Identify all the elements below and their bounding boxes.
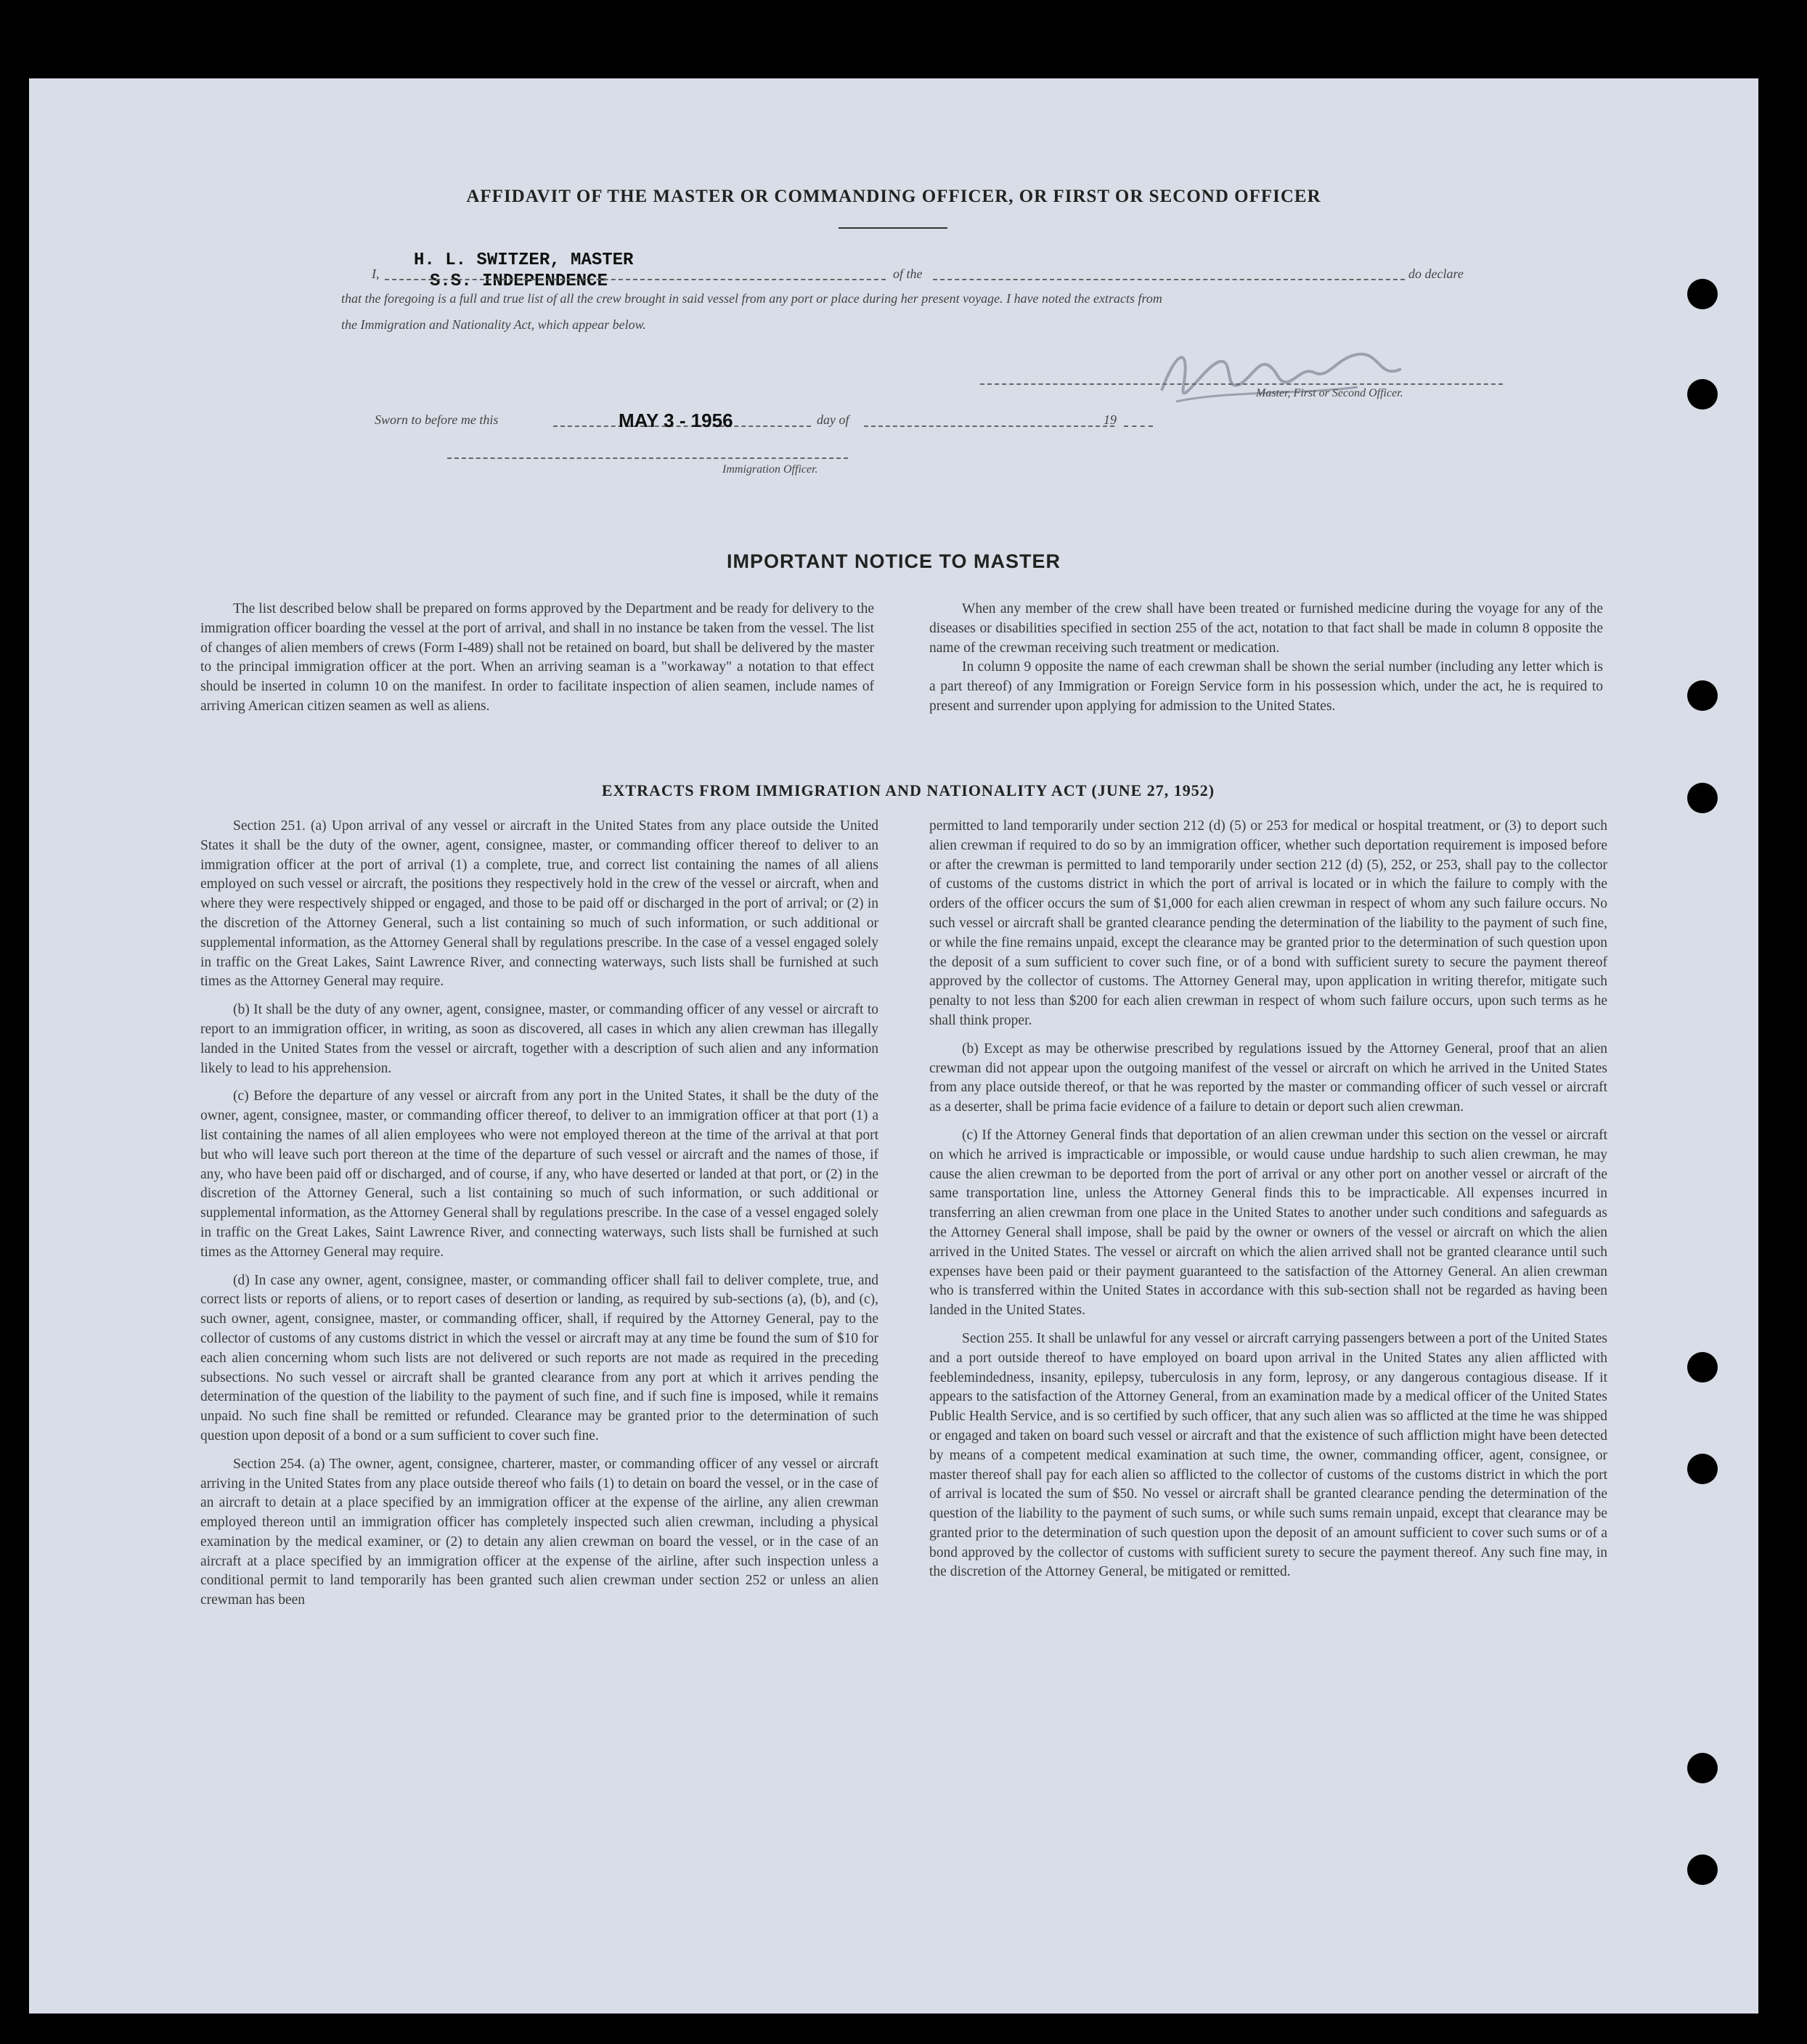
title-underline: [839, 227, 947, 229]
punch-hole: [1687, 680, 1718, 711]
notice-left-paragraph: The list described below shall be prepared on forms approved by the Department and be ready for delivery to the immigration officer boarding the vessel at the port of arrival, and shall in no instance be taken from the vessel. The list of changes of alien members of crews (Form I-489) shall not be retained on board, but shall be delivered by the master to the principal immigration officer at the port. When an arriving seaman is a "workaway" a notation to that effect should be inserted in column 10 on the manifest. In order to facilitate inspection of alien seamen, include names of arriving American citizen seamen as well as aliens.: [200, 601, 874, 714]
name-line: [385, 279, 886, 280]
typed-master-name: H. L. SWITZER, MASTER: [414, 251, 634, 270]
notice-left-column: [200, 600, 874, 725]
typed-vessel-name: S.S. INDEPENDENCE: [430, 272, 608, 291]
extract-paragraph: (b) Except as may be otherwise prescribed by regulations issued by the Attorney General, proof that an alien crewman did not appear upon the outgoing manifest of the vessel or aircraft on which he arrived in the United States from any place outside thereof, or that he was reported by the master or commanding officer of such vessel or aircraft as a deserter, shall be prima facie evidence of a failure to detain or deport such alien crewman.: [929, 1041, 1607, 1115]
extract-paragraph: (b) It shall be the duty of any owner, agent, consignee, master, or commanding officer of any vessel or aircraft to report to an immigration officer, in writing, as soon as discovered, all cases in which any alien crewman has illegally landed in the United States from the vessel or aircraft, together with a description of such alien and any information likely to lead to his apprehension.: [200, 1002, 878, 1076]
extract-paragraph: Section 251. (a) Upon arrival of any vessel or aircraft in the United States from any place outside the United States it shall be the duty of the owner, agent, consignee, master, or commanding officer thereof to deliver to an immigration officer at the port of arrival (1) a complete, true, and correct list containing the names of all aliens employed on such vessel or aircraft, the positions they respectively hold in the crew of the vessel or aircraft, when and where they were respectively shipped or engaged, and those to be paid off or discharged in the port of arrival; or (2) in the discretion of the Attorney General, such a list containing so much of such information, or such additional or supplemental information, as the Attorney General shall by regulations prescribe. In the case of a vessel engaged solely in traffic on the Great Lakes, Saint Lawrence River, and connecting waterways, such lists shall be furnished at such times as the Attorney General may require.: [200, 818, 878, 990]
day-of-label: day of: [817, 412, 849, 427]
extracts-left-column: [200, 817, 878, 1619]
year-line: [1124, 426, 1153, 427]
punch-hole: [1687, 1753, 1718, 1783]
punch-hole: [1687, 379, 1718, 410]
officer-line: [447, 457, 848, 459]
notice-right-paragraph-2: In column 9 opposite the name of each crewman shall be shown the serial number (including any letter which is a part thereof) of any Immigration or Foreign Service form in his possession which, under the act, he is required to present and surrender upon applying for admission to the United States.: [929, 659, 1603, 714]
sworn-label: Sworn to before me this: [375, 412, 499, 427]
notice-right-paragraph-1: When any member of the crew shall have been treated or furnished medicine during the voyage for any of the diseases or disabilities specified in section 255 of the act, notation to that fact shall be made in column 8 opposite the name of the crewman receiving such treatment or medication.: [929, 601, 1603, 656]
signature-caption: Master, First or Second Officer.: [1256, 387, 1403, 399]
punch-hole: [1687, 279, 1718, 309]
do-declare-label: do declare: [1408, 266, 1464, 281]
officer-caption: Immigration Officer.: [722, 463, 818, 476]
year-label: 19: [1104, 412, 1117, 427]
extract-paragraph: Section 255. It shall be unlawful for any vessel or aircraft carrying passengers between a port of the United States and a port outside thereof to have employed on board upon arrival in the United States any alien afflicted with feeblemindedness, insanity, epilepsy, tuberculosis in any form, leprosy, or any dangerous contagious disease. If it appears to the satisfaction of the Attorney General, from an examination made by a medical officer of the United States Public Health Service, and is so certified by such officer, that any such alien was so afflicted at the time he was shipped or engaged and taken on board such vessel or aircraft and that the existence of such affliction might have been detected by means of a competent medical examination at such time, the owner, commanding officer, agent, consignee, or master thereof shall pay for each alien so afflicted to the collector of customs of the customs district in which the port of arrival is located the sum of $50. No vessel or aircraft shall be granted clearance pending the determination of the question of the liability to the payment of such sums, or while such sums remain unpaid, except that clearance may be granted prior to the determination of such question upon the deposit of an amount sufficient to cover such sums or of a bond approved by the collector of customs with sufficient surety to secure the payment thereof. Any such fine may, in the discretion of the Attorney General, be mitigated or remitted.: [929, 1330, 1607, 1580]
punch-hole: [1687, 1854, 1718, 1885]
affidavit-title: AFFIDAVIT OF THE MASTER OR COMMANDING OFFICER, OR FIRST OR SECOND OFFICER: [466, 187, 1321, 206]
extract-paragraph: (c) If the Attorney General finds that deportation of an alien crewman under this section on the vessel or aircraft on which he arrived is impracticable or impossible, or would cause undue hardship to such alien crewman, he may cause the alien crewman to be deported from the port of arrival or any other port on another vessel or aircraft of the same transportation line, unless the Attorney General finds this to be impracticable. All expenses incurred in transferring an alien crewman from one place in the United States to another under such conditions and safeguards as the Attorney General shall impose, shall be paid by the owner or owners of the vessel or aircraft on which the alien arrived in the United States. The vessel or aircraft on which the alien arrived shall not be granted clearance until such expenses have been paid or their payment guaranteed to the satisfaction of the Attorney General. An alien crewman who is transferred within the United States in accordance with this sub-section shall not be regarded as having been landed in the United States.: [929, 1127, 1607, 1319]
extracts-title: EXTRACTS FROM IMMIGRATION AND NATIONALITY ACT (JUNE 27, 1952): [601, 781, 1215, 799]
master-signature: [1140, 322, 1445, 423]
notice-right-column: [929, 600, 1603, 725]
notice-title: IMPORTANT NOTICE TO MASTER: [727, 550, 1061, 572]
extract-paragraph: permitted to land temporarily under section 212 (d) (5) or 253 for medical or hospital treatment, or (3) to deport such alien crewman if required to do so by an immigration officer, whether such deportation requirement is imposed before or after the crewman is permitted to land temporarily under section 212 (d) (5), 252, or 253, shall pay to the collector of customs of the customs district in which the port of arrival is located or in which the failure to comply with the orders of the officer occurs the sum of $1,000 for each alien crewman in respect of whom any such failure occurs. No such vessel or aircraft shall be granted clearance pending the determination of the liability to the payment of such fine, or while the fine remains unpaid, except the clearance may be granted prior to the determination of such question upon the deposit of a sum sufficient to cover such fine, or of a bond with sufficient surety to secure the payment thereof approved by the collector of customs. The Attorney General may, upon application in writing therefor, mitigate such penalty to not less than $200 for each alien crewman in respect of whom such failure occurs, upon such terms as he shall think proper.: [929, 818, 1607, 1028]
i-label: I,: [372, 266, 380, 281]
month-line: [864, 426, 1114, 427]
punch-hole: [1687, 1454, 1718, 1484]
document-sheet: [29, 78, 1758, 2014]
vessel-line: [933, 279, 1405, 280]
punch-hole: [1687, 1352, 1718, 1383]
declaration-line-1: that the foregoing is a full and true list of all the crew brought in said vessel from any port or place during her present voyage. I have noted the extracts from: [341, 291, 1162, 306]
of-the-label: of the: [893, 266, 923, 281]
extract-paragraph: (d) In case any owner, agent, consignee, master, or commanding officer shall fail to deliver complete, true, and correct lists or reports of aliens, or to report cases of desertion or landing, as required by sub-sections (a), (b), and (c), such owner, agent, consignee, master, or commanding officer, shall, if required by the Attorney General, pay to the collector of customs of any customs district in which the vessel or aircraft may at any time be found the sum of $10 for each alien concerning whom such lists are not delivered or such reports are not made as required in the preceding subsections. No such vessel or aircraft shall be granted clearance from any port at which it arrives pending the determination of the question of the liability to the payment of such fine, and if such fine is imposed, while it remains unpaid. No such fine shall be remitted or refunded. Clearance may be granted prior to the determination of such question upon deposit of a bond or a sum sufficient to cover such fine.: [200, 1272, 878, 1444]
extracts-right-column: [929, 817, 1607, 1591]
date-stamp: MAY 3 - 1956: [619, 410, 733, 431]
declaration-line-2: the Immigration and Nationality Act, which appear below.: [341, 317, 646, 332]
extract-paragraph: Section 254. (a) The owner, agent, consignee, charterer, master, or commanding officer of any vessel or aircraft arriving in the United States from any place outside thereof who fails (1) to detain on board the vessel, or in the case of an aircraft to detain at a place specified by an immigration officer at the expense of the airline, any alien crewman employed thereon until an immigration officer has completely inspected such alien crewman, including a physical examination by the medical examiner, or (2) to detain any alien crewman on board the vessel, or in the case of an aircraft at a place specified by an immigration officer at the expense of the airline, after such inspection unless a conditional permit to land temporarily has been granted such alien crewman under section 252 or unless an alien crewman has been: [200, 1456, 878, 1608]
extract-paragraph: (c) Before the departure of any vessel or aircraft from any port in the United States, it shall be the duty of the owner, agent, consignee, master, or commanding officer thereof, to deliver to an immigration officer at that port (1) a list containing the names of all alien employees who were not employed thereon at the time of the arrival at that port but who will leave such port thereon at the time of the departure of such vessel or aircraft and the names of those, if any, who have been paid off or discharged, and of course, if any, who have deserted or landed at that port, or (2) in the discretion of the Attorney General, such a list containing so much of such information, or such additional or supplemental information, as the Attorney General shall by regulations prescribe. In the case of a vessel engaged solely in traffic on the Great Lakes, Saint Lawrence River, and connecting waterways, such lists shall be furnished at such times as the Attorney General may require.: [200, 1088, 878, 1260]
signature-line: [980, 383, 1503, 385]
